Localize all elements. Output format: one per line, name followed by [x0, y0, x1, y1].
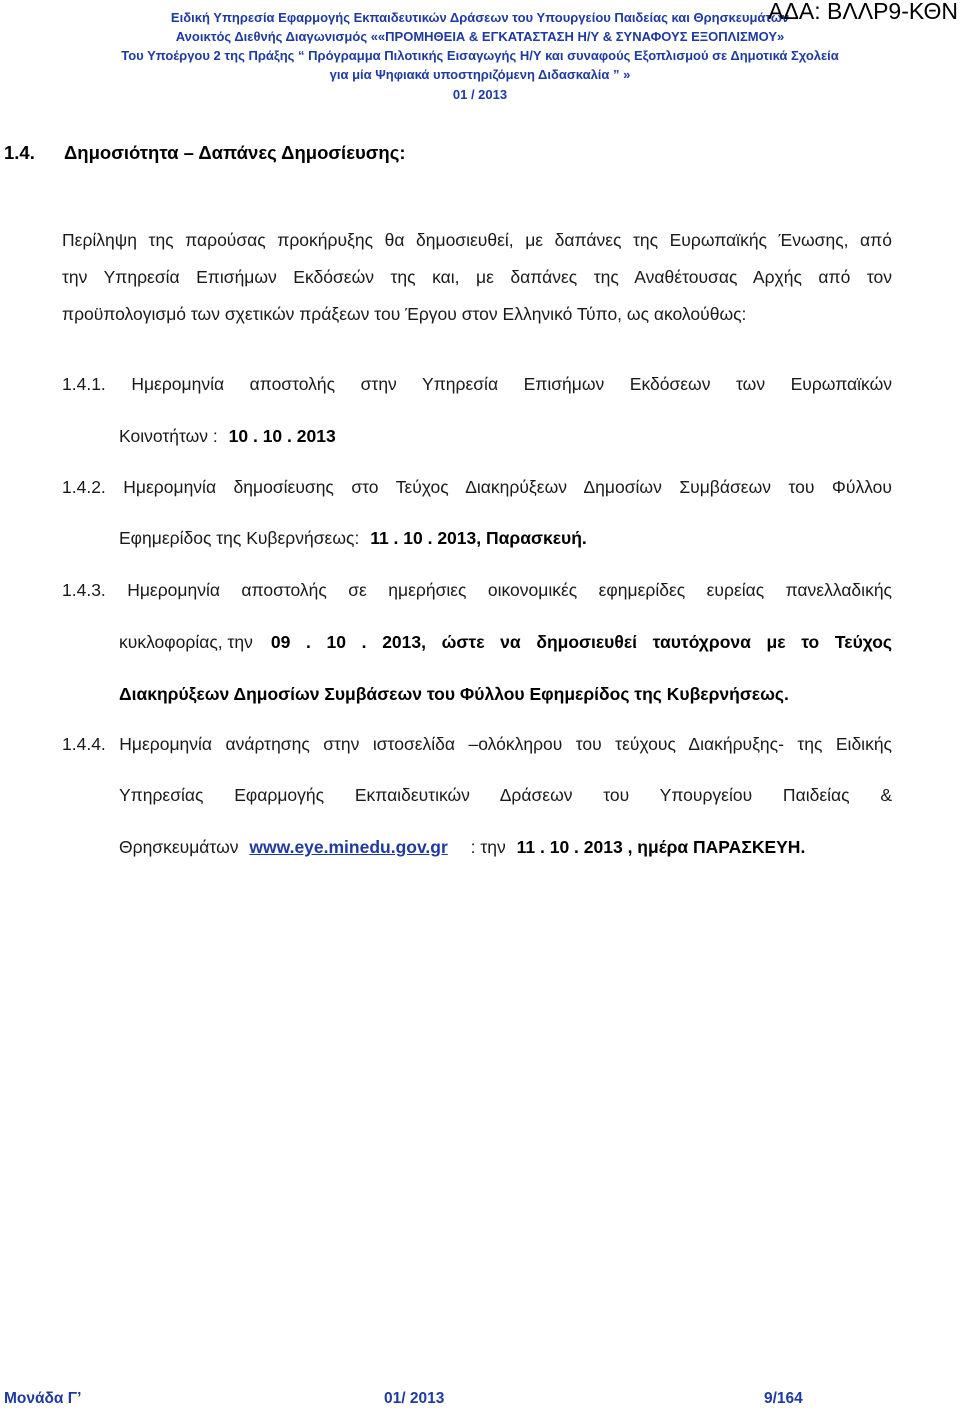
header-line-3: Του Υποέργου 2 της Πράξης “ Πρόγραμμα Πιλοτικής Εισαγωγής Η/Υ και συναφούς Εξοπλισμού σε Δημοτικά Σχολεία — [121, 48, 839, 63]
item-4-mid: : την — [470, 837, 506, 857]
item-3-text: Ημερομηνία αποστολής σε ημερήσιες οικονομικές εφημερίδες ευρείας πανελλαδικής — [127, 580, 892, 600]
item-1-line-2 — [119, 426, 336, 447]
item-4-line-1 — [62, 734, 892, 755]
header-line-4: για μία Ψηφιακά υποστηριζόμενη Διδασκαλία ” » — [329, 67, 631, 82]
item-3-label: κυκλοφορίας, την — [119, 632, 253, 652]
item-1-text: Ημερομηνία αποστολής στην Υπηρεσία Επισήμων Εκδόσεων των Ευρωπαϊκών — [131, 374, 892, 394]
item-4-number: 1.4.4. — [62, 734, 106, 754]
item-2-text: Ημερομηνία δημοσίευσης στο Τεύχος Διακηρύξεων Δημοσίων Συμβάσεων του Φύλλου — [123, 477, 892, 497]
footer-page-number: 9/164 — [764, 1390, 803, 1407]
section-number: 1.4. — [4, 142, 35, 163]
item-2-line-1 — [62, 477, 892, 498]
item-3-line-2 — [119, 632, 892, 653]
item-3-date-clause: 09 . 10 . 2013, ώστε να δημοσιευθεί ταυτόχρονα με το Τεύχος — [270, 632, 892, 652]
intro-line-1: Περίληψη της παρούσας προκήρυξης θα δημοσιευθεί, με δαπάνες της Ευρωπαϊκής Ένωσης, από — [62, 230, 892, 250]
item-1-line-1 — [62, 374, 892, 395]
header-line-5: 01 / 2013 — [452, 87, 508, 102]
header-line-1: Ειδική Υπηρεσία Εφαρμογής Εκπαιδευτικών Δράσεων του Υπουργείου Παιδείας και Θρησκευμάτων — [170, 10, 790, 25]
minedu-website-link[interactable]: www.eye.minedu.gov.gr — [249, 837, 448, 857]
section-title: Δημοσιότητα – Δαπάνες Δημοσίευσης: — [64, 142, 406, 163]
footer-unit: Μονάδα Γ’ — [4, 1390, 82, 1407]
section-heading — [4, 142, 405, 164]
item-1-number: 1.4.1. — [62, 374, 106, 394]
item-3-line-3: Διακηρύξεων Δημοσίων Συμβάσεων του Φύλλου Εφημερίδος της Κυβερνήσεως. — [119, 684, 789, 704]
item-1-label: Κοινοτήτων : — [119, 426, 218, 446]
item-4-label: Θρησκευμάτων — [119, 837, 239, 857]
item-4-text: Ημερομηνία ανάρτησης στην ιστοσελίδα –ολόκληρου του τεύχους Διακήρυξης- της Ειδικής — [119, 734, 892, 754]
item-4-line-2: Υπηρεσίας Εφαρμογής Εκπαιδευτικών Δράσεων του Υπουργείου Παιδείας & — [119, 785, 892, 805]
intro-line-2: την Υπηρεσία Επισήμων Εκδόσεών της και, με δαπάνες της Αναθέτουσας Αρχής από τον — [62, 267, 892, 287]
item-2-label: Εφημερίδος της Κυβερνήσεως: — [119, 528, 360, 548]
item-2-number: 1.4.2. — [62, 477, 106, 497]
item-3-line-1 — [62, 580, 892, 601]
item-4-line-3 — [119, 837, 805, 858]
item-4-date: 11 . 10 . 2013 , ημέρα ΠΑΡΑΣΚΕΥΗ. — [516, 837, 806, 857]
item-3-number: 1.4.3. — [62, 580, 106, 600]
item-2-day: , Παρασκευή. — [476, 528, 587, 548]
intro-line-3: προϋπολογισμό των σχετικών πράξεων του Έργου στον Ελληνικό Τύπο, ως ακολούθως: — [62, 304, 747, 324]
item-2-line-2 — [119, 528, 587, 549]
footer-doc-number: 01/ 2013 — [384, 1390, 445, 1407]
item-2-date: 11 . 10 . 2013 — [370, 528, 477, 548]
item-1-date: 10 . 10 . 2013 — [228, 426, 336, 446]
ada-stamp: ΑΔΑ: ΒΛΛΡ9-ΚΘΝ — [768, 0, 958, 24]
header-line-2: Ανοικτός Διεθνής Διαγωνισμός ««ΠΡΟΜΗΘΕΙΑ & ΕΓΚΑΤΑΣΤΑΣΗ Η/Υ & ΣΥΝΑΦΟΥΣ ΕΞΟΠΛΙΣΜΟΥ» — [175, 29, 785, 44]
